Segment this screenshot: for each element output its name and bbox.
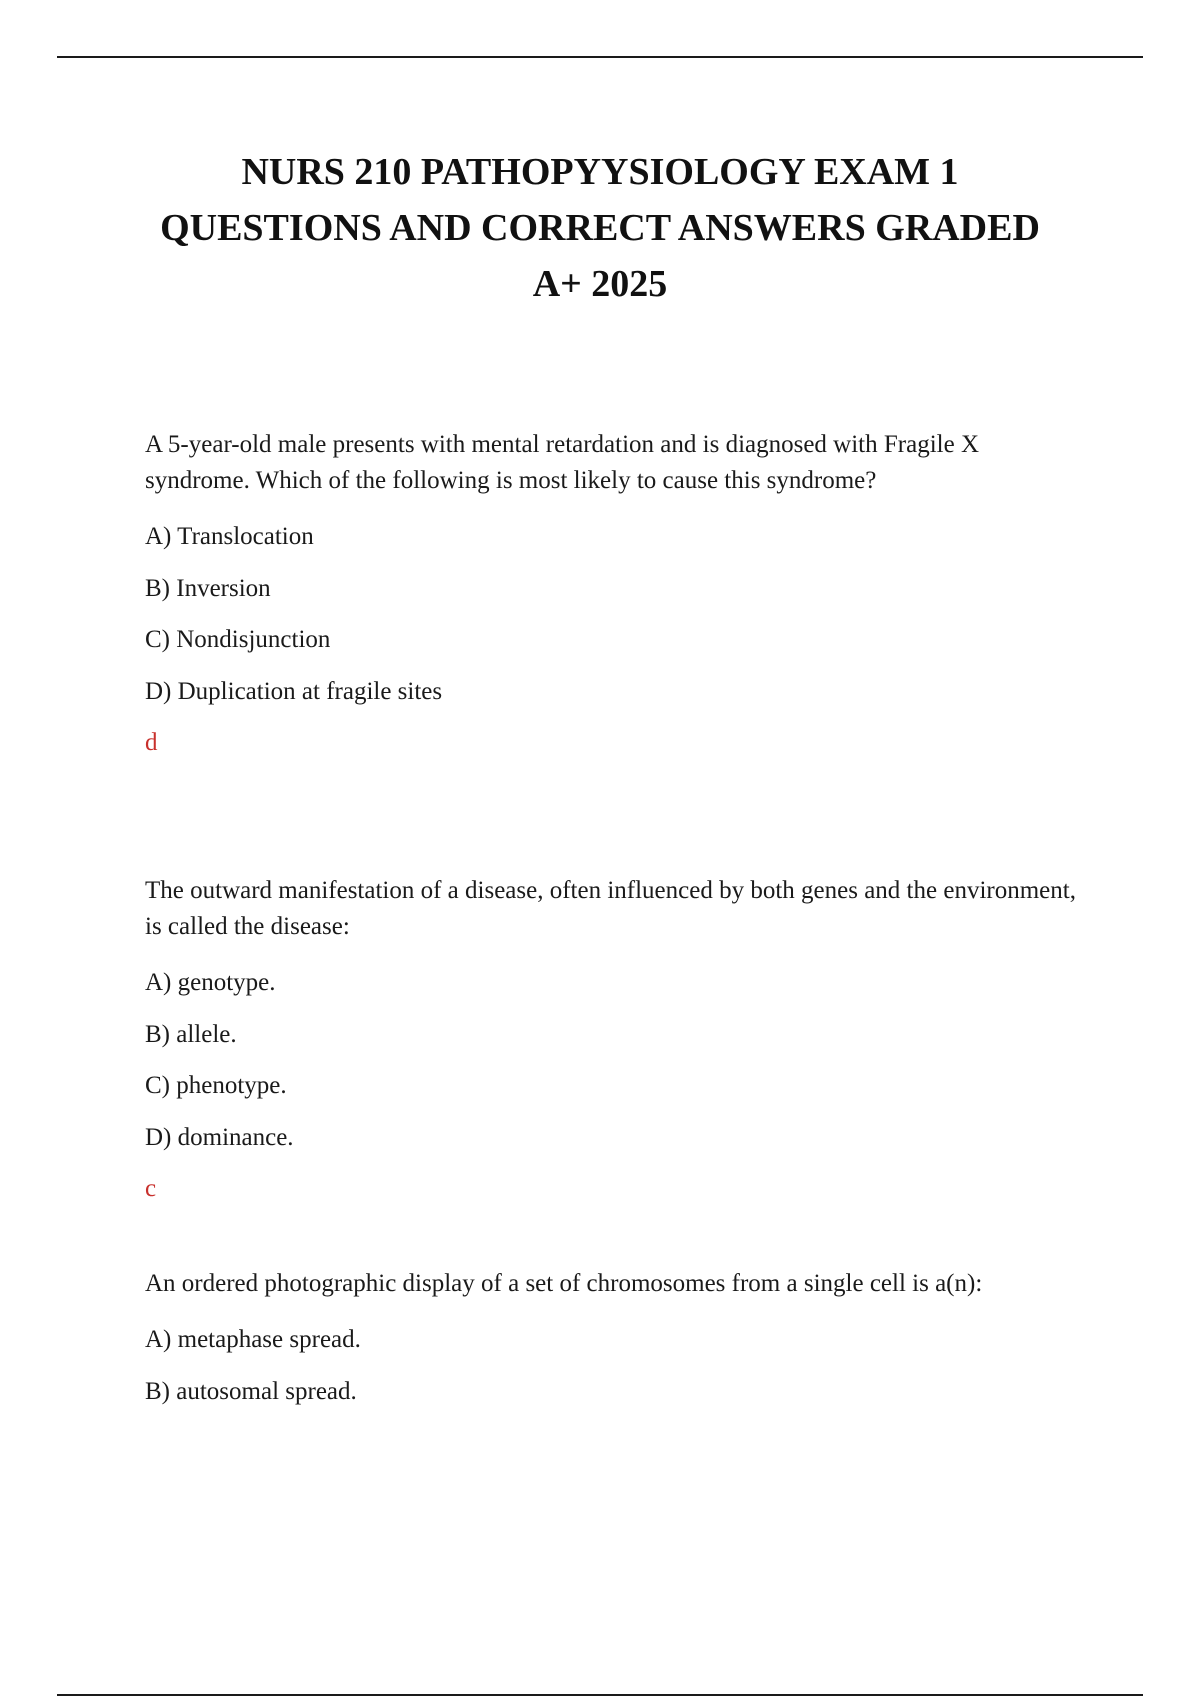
title-line-3: A+ 2025: [532, 263, 668, 305]
document-title: [100, 144, 1100, 312]
top-rule: [57, 56, 1143, 58]
option-a: A) metaphase spread.: [145, 1326, 361, 1353]
option-d: D) dominance.: [145, 1123, 294, 1151]
question-block-3: [145, 1266, 1085, 1417]
option-d: D) Duplication at fragile sites: [145, 677, 443, 705]
question-block-1: [145, 427, 1085, 769]
option-c: C) phenotype.: [145, 1072, 287, 1099]
option-a: A) genotype.: [145, 969, 276, 996]
option-b: B) autosomal spread.: [145, 1377, 357, 1405]
title-line-2: QUESTIONS AND CORRECT ANSWERS GRADED: [160, 207, 1040, 249]
question-text: An ordered photographic display of a set of chromosomes from a single cell is a(n):: [145, 1270, 983, 1297]
option-a: A) Translocation: [145, 523, 314, 550]
option-b: B) allele.: [145, 1020, 237, 1048]
bottom-rule: [57, 1694, 1143, 1696]
question-text: The outward manifestation of a disease, often influenced by both genes and the environment, is called the disease:: [145, 877, 1076, 940]
title-line-1: NURS 210 PATHOPYYSIOLOGY EXAM 1: [241, 151, 959, 193]
correct-answer: d: [145, 729, 158, 756]
correct-answer: c: [145, 1175, 157, 1202]
option-b: B) Inversion: [145, 574, 271, 602]
question-block-2: [145, 873, 1085, 1215]
option-c: C) Nondisjunction: [145, 626, 331, 653]
question-text: A 5-year-old male presents with mental retardation and is diagnosed with Fragile X syndrome. Which of the following is most likely to cause this syndrome?: [145, 431, 979, 494]
